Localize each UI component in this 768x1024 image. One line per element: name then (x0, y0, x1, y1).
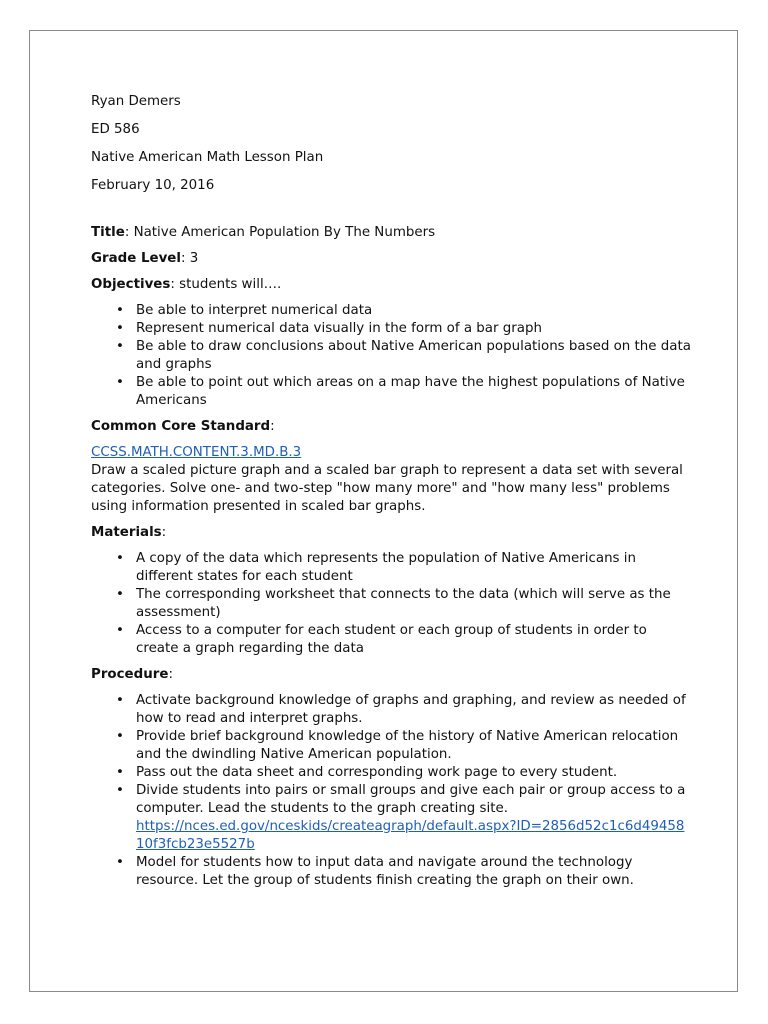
plan-title: Native American Math Lesson Plan (91, 150, 324, 165)
grade-label: Grade Level (91, 251, 181, 266)
procedure-item4-text: Divide students into pairs or small groups and give each pair or group access to a computer. Lead the students to the graph creating site. (136, 783, 686, 816)
list-item: • Provide brief background knowledge of the history of Native American relocation and the dwindling Native American population. (136, 728, 691, 764)
procedure-line (91, 666, 691, 684)
list-item: • Be able to point out which areas on a map have the highest populations of Native Americans (136, 374, 691, 410)
procedure-label: Procedure (91, 667, 169, 682)
graph-site-link[interactable]: https://nces.ed.gov/nceskids/createagraph/default.aspx?ID=2856d52c1c6d4945810f3fcb23e5527b (136, 819, 685, 852)
standard-colon: : (270, 419, 275, 434)
list-item: • Pass out the data sheet and corresponding work page to every student. (136, 764, 691, 782)
procedure-colon: : (168, 667, 173, 682)
list-item: • Represent numerical data visually in the form of a bar graph (136, 320, 691, 338)
objectives-list (91, 302, 691, 410)
list-item (136, 782, 691, 854)
author-name: Ryan Demers (91, 94, 181, 109)
list-item: • Activate background knowledge of graphs and graphing, and review as needed of how to read and interpret graphs. (136, 692, 691, 728)
objectives-label: Objectives (91, 277, 171, 292)
list-item: • Be able to interpret numerical data (136, 302, 691, 320)
materials-line (91, 524, 691, 542)
document-page (29, 30, 738, 992)
title-value: : Native American Population By The Numbers (124, 225, 436, 240)
list-item: • Access to a computer for each student or each group of students in order to create a graph regarding the data (136, 622, 691, 658)
plan-date: February 10, 2016 (91, 178, 215, 193)
title-label: Title (91, 225, 125, 240)
standard-text: Draw a scaled picture graph and a scaled bar graph to represent a data set with several categories. Solve one- and two-step "how many more" and "how many less" problems using information presented in scaled bar graphs. (91, 463, 683, 514)
materials-label: Materials (91, 525, 162, 540)
standard-label: Common Core Standard (91, 419, 271, 434)
course-code: ED 586 (91, 122, 140, 137)
standard-line (91, 418, 691, 436)
procedure-list (91, 692, 691, 890)
materials-list (91, 550, 691, 658)
list-item: • The corresponding worksheet that connects to the data (which will serve as the assessment) (136, 586, 691, 622)
grade-line (91, 250, 691, 268)
list-item: • Model for students how to input data and navigate around the technology resource. Let the group of students finish creating the graph on their own. (136, 854, 691, 890)
objectives-value: : students will…. (170, 277, 282, 292)
list-item: • Be able to draw conclusions about Native American populations based on the data and graphs (136, 338, 691, 374)
objectives-line (91, 276, 691, 294)
standard-block (91, 444, 691, 516)
list-item: • A copy of the data which represents the population of Native Americans in different states for each student (136, 550, 691, 586)
document-content (91, 93, 691, 898)
standard-link[interactable]: CCSS.MATH.CONTENT.3.MD.B.3 (91, 445, 302, 460)
grade-value: : 3 (180, 251, 199, 266)
title-line (91, 224, 691, 242)
materials-colon: : (161, 525, 167, 540)
